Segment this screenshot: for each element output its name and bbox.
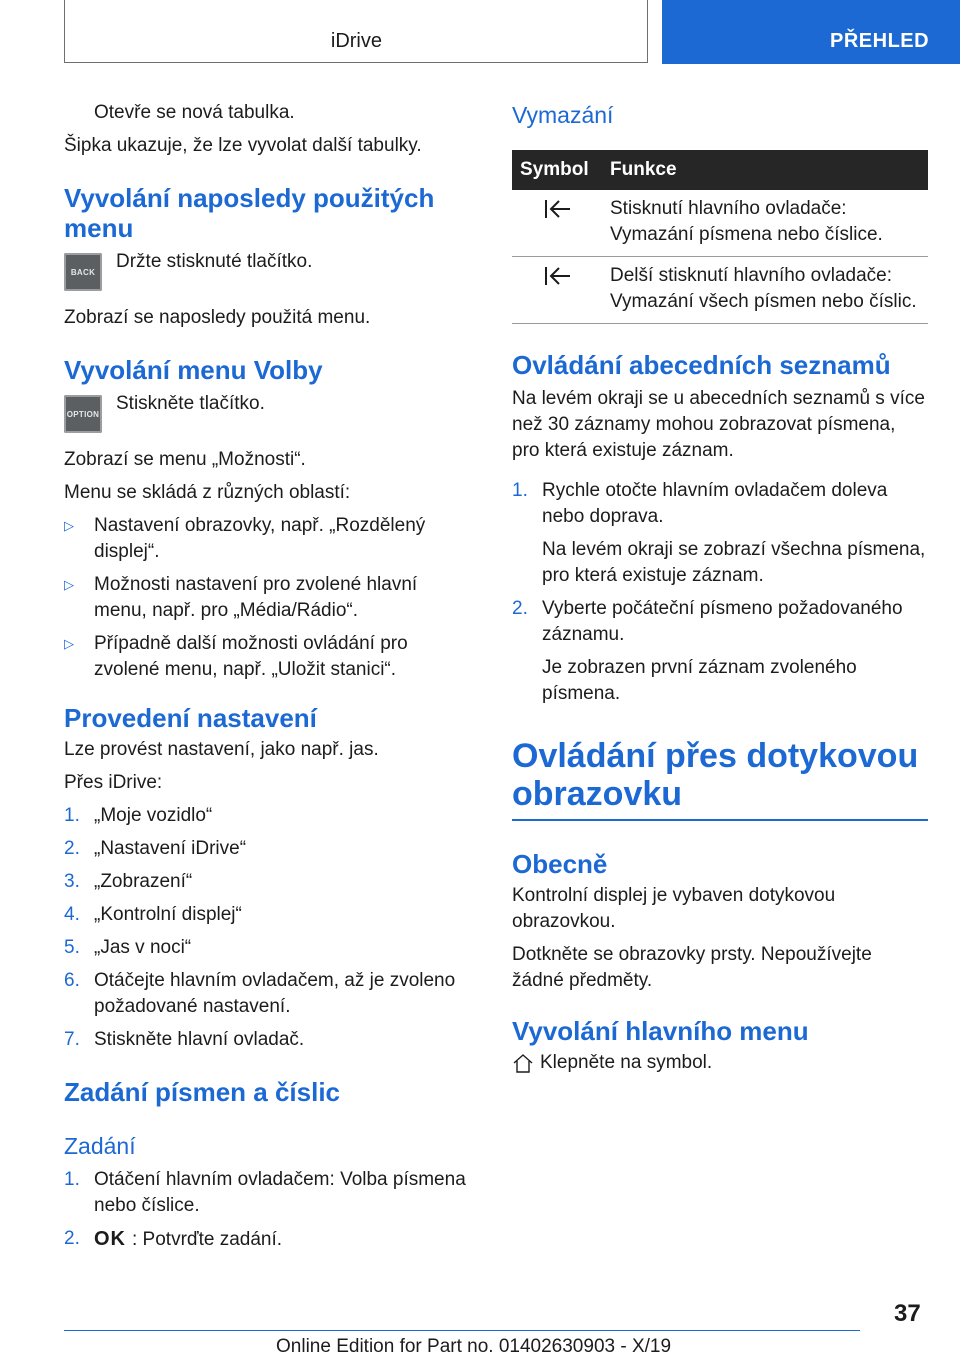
list-item: [64, 803, 474, 829]
right-column: [512, 100, 928, 1076]
table-header-function: Funkce: [602, 150, 928, 190]
step-text: Stiskněte hlavní ovladač.: [94, 1029, 305, 1050]
list-item: [512, 596, 928, 707]
general-heading: Obecně: [512, 849, 608, 879]
triangle-bullet-icon: ▷: [64, 636, 74, 651]
options-menu-heading: Vyvolání menu Volby: [64, 355, 323, 385]
list-item: [64, 902, 474, 928]
page-number: 37: [894, 1300, 921, 1327]
symbol-cell: [512, 257, 602, 324]
step-text: „Kontrolní displej“: [94, 904, 242, 925]
triangle-bullet-icon: ▷: [64, 518, 74, 533]
intro-indent-text: Otevře se nová tabulka.: [94, 102, 295, 123]
back-instruction: [64, 249, 474, 291]
step-subtext: Na levém okraji se zobrazí všechna písmena, pro která existuje záznam.: [542, 539, 926, 586]
list-item: [64, 513, 474, 565]
list-item: [64, 1167, 474, 1219]
step-number: 1.: [64, 805, 80, 826]
options-bullet-list: [64, 513, 474, 683]
step-number: 4.: [64, 904, 80, 925]
bullet-text: Možnosti nastavení pro zvolené hlavní menu, např. pro „Média/Rádio“.: [94, 574, 418, 621]
list-item: [64, 935, 474, 961]
step-number: 1.: [512, 480, 528, 501]
step-number: 2.: [64, 1228, 80, 1249]
step-text: : Potvrďte zadání.: [132, 1229, 283, 1250]
options-lead-text: Menu se skládá z různých oblastí:: [64, 482, 351, 503]
delete-symbol-table: [512, 150, 928, 324]
settings-lead2: Přes iDrive:: [64, 772, 163, 793]
touch-chapter-title-block: [512, 737, 928, 821]
step-text: Otáčení hlavním ovladačem: Volba písmena nebo číslice.: [94, 1169, 466, 1216]
step-text: „Jas v noci“: [94, 937, 192, 958]
footer-edition-text: Online Edition for Part no. 01402630903 - X/19: [276, 1336, 672, 1357]
list-item: [64, 631, 474, 683]
symbol-cell: [512, 190, 602, 257]
settings-heading: Provedení nastavení: [64, 703, 317, 733]
alpha-heading: Ovládání abecedních seznamů: [512, 350, 891, 380]
step-number: 7.: [64, 1029, 80, 1050]
settings-steps: [64, 803, 474, 1053]
option-button-icon: OPTION: [64, 395, 102, 433]
home-icon: [512, 1052, 534, 1074]
back-button-icon: BACK: [64, 253, 102, 291]
footer-divider: [64, 1330, 860, 1331]
alpha-steps: [512, 478, 928, 707]
list-item: [64, 572, 474, 624]
intro-arrow-text: Šipka ukazuje, že lze vyvolat další tabulky.: [64, 135, 422, 156]
step-number: 3.: [64, 871, 80, 892]
function-cell: Stisknutí hlavního ovladače: Vymazání písmena nebo číslice.: [602, 190, 928, 257]
table-header-row: [512, 150, 928, 190]
entry-subheading: Zadání: [64, 1133, 136, 1159]
list-item: [64, 836, 474, 862]
step-text: „Nastavení iDrive“: [94, 838, 247, 859]
main-menu-instruction: [512, 1050, 928, 1076]
left-column: [64, 100, 474, 1260]
delete-subheading: Vymazání: [512, 102, 614, 128]
general-text-1: Kontrolní displej je vybaven dotykovou obrazovkou.: [512, 885, 836, 932]
touch-chapter-title: Ovládání přes dotykovou obrazovku: [512, 737, 919, 813]
table-row: [512, 190, 928, 257]
step-number: 5.: [64, 937, 80, 958]
step-subtext: Je zobrazen první záznam zvoleného písmena.: [542, 657, 857, 704]
list-item: [64, 1027, 474, 1053]
step-number: 2.: [512, 598, 528, 619]
header-chapter-tab: PŘEHLED: [662, 0, 960, 64]
table-row: [512, 257, 928, 324]
backspace-arrow-icon: [542, 198, 572, 220]
ok-icon: OK: [94, 1228, 126, 1250]
step-text: „Moje vozidlo“: [94, 805, 213, 826]
step-text: Otáčejte hlavním ovladačem, až je zvoleno požadované nastavení.: [94, 970, 456, 1017]
option-instruction-text: Stiskněte tlačítko.: [116, 393, 265, 414]
table-header-symbol: Symbol: [512, 150, 602, 190]
entry-steps: [64, 1167, 474, 1253]
entry-heading: Zadání písmen a číslic: [64, 1077, 340, 1107]
step-number: 6.: [64, 970, 80, 991]
step-text: Rychle otočte hlavním ovladačem doleva nebo doprava.: [542, 480, 888, 527]
step-number: 1.: [64, 1169, 80, 1190]
options-result-text: Zobrazí se menu „Možnosti“.: [64, 449, 306, 470]
list-item: [64, 1226, 474, 1253]
function-cell: Delší stisknutí hlavního ovladače: Vymazání všech písmen nebo číslic.: [602, 257, 928, 324]
settings-lead1: Lze provést nastavení, jako např. jas.: [64, 739, 379, 760]
main-menu-instruction-text: Klepněte na symbol.: [540, 1052, 713, 1073]
backspace-arrow-icon: [542, 265, 572, 287]
bullet-text: Případně další možnosti ovládání pro zvolené menu, např. „Uložit stanici“.: [94, 633, 408, 680]
triangle-bullet-icon: ▷: [64, 577, 74, 592]
back-instruction-text: Držte stisknuté tlačítko.: [116, 251, 313, 272]
step-number: 2.: [64, 838, 80, 859]
step-text: Vyberte počáteční písmeno požadovaného záznamu.: [542, 598, 903, 645]
alpha-text: Na levém okraji se u abecedních seznamů s více než 30 záznamy mohou zobrazovat písmena, pro která existuje záznam.: [512, 388, 925, 461]
recent-result-text: Zobrazí se naposledy použitá menu.: [64, 307, 371, 328]
general-text-2: Dotkněte se obrazovky prsty. Nepoužívejte žádné předměty.: [512, 944, 872, 991]
bullet-text: Nastavení obrazovky, např. „Rozdělený displej“.: [94, 515, 426, 562]
list-item: [64, 869, 474, 895]
step-text: „Zobrazení“: [94, 871, 193, 892]
list-item: [512, 478, 928, 589]
main-menu-heading: Vyvolání hlavního menu: [512, 1016, 809, 1046]
list-item: [64, 968, 474, 1020]
header-section-title: iDrive: [330, 30, 382, 52]
option-instruction: [64, 391, 474, 433]
recent-menu-heading: Vyvolání naposledy použitých menu: [64, 183, 435, 243]
